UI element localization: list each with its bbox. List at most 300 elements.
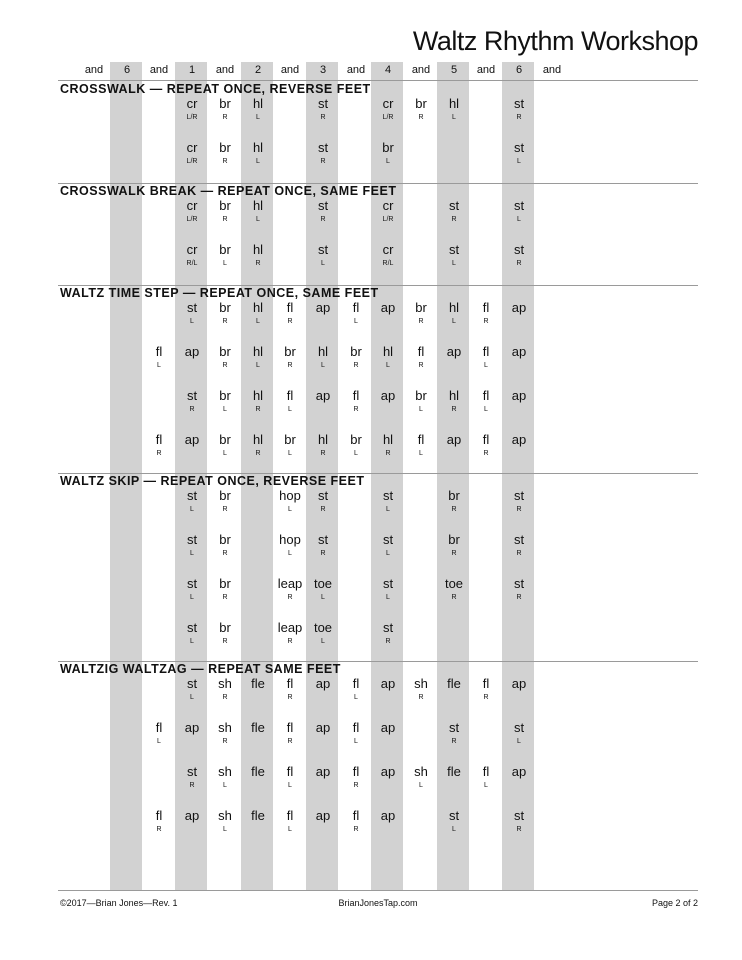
step-cell — [372, 344, 404, 370]
step-abbreviation: st — [513, 96, 525, 111]
step-abbreviation: st — [513, 720, 525, 735]
foot-indicator: R — [222, 638, 228, 645]
step-cell — [438, 532, 470, 558]
step-abbreviation: br — [415, 96, 427, 111]
step-abbreviation: ap — [184, 808, 200, 823]
foot-indicator: L — [223, 450, 227, 457]
step-abbreviation: ap — [380, 300, 396, 315]
foot-indicator: L — [288, 406, 292, 413]
foot-indicator: R — [418, 362, 424, 369]
step-abbreviation: br — [350, 432, 362, 447]
foot-indicator: L/R — [382, 114, 394, 121]
step-abbreviation: fle — [251, 808, 265, 823]
step-abbreviation: br — [382, 140, 394, 155]
step-abbreviation: br — [219, 198, 231, 213]
step-abbreviation: fl — [286, 764, 294, 779]
step-cell — [470, 764, 502, 790]
step-abbreviation: br — [448, 532, 460, 547]
step-abbreviation: ap — [446, 432, 462, 447]
step-cell — [307, 242, 339, 268]
step-cell — [503, 242, 535, 268]
step-cell — [307, 764, 339, 781]
step-cell — [242, 344, 274, 370]
step-abbreviation: br — [219, 300, 231, 315]
step-cell — [307, 344, 339, 370]
foot-indicator: L — [157, 362, 161, 369]
step-cell — [503, 720, 535, 746]
step-cell — [274, 432, 306, 458]
step-abbreviation: cr — [186, 198, 198, 213]
foot-indicator: L — [419, 782, 423, 789]
foot-indicator: L — [452, 114, 456, 121]
foot-indicator: R — [222, 738, 228, 745]
step-cell — [274, 532, 306, 558]
step-abbreviation: cr — [382, 96, 394, 111]
step-cell — [209, 198, 241, 224]
step-cell — [274, 808, 306, 834]
step-cell — [176, 532, 208, 558]
step-cell — [209, 96, 241, 122]
header-divider — [58, 80, 698, 81]
step-cell — [242, 432, 274, 458]
step-abbreviation: ap — [380, 676, 396, 691]
foot-indicator: R — [156, 450, 162, 457]
step-cell — [176, 140, 208, 166]
step-cell — [176, 96, 208, 122]
step-abbreviation: st — [448, 198, 460, 213]
step-abbreviation: ap — [184, 720, 200, 735]
foot-indicator: L — [288, 826, 292, 833]
section-title: WALTZ SKIP — REPEAT ONCE, REVERSE FEET — [60, 474, 365, 488]
step-cell — [372, 388, 404, 405]
step-abbreviation: fle — [251, 720, 265, 735]
step-cell — [340, 764, 372, 790]
step-cell — [242, 388, 274, 414]
step-abbreviation: st — [186, 676, 198, 691]
step-cell — [209, 300, 241, 326]
foot-indicator: R — [516, 260, 522, 267]
step-abbreviation: ap — [380, 808, 396, 823]
step-abbreviation: cr — [382, 242, 394, 257]
step-abbreviation: fl — [286, 388, 294, 403]
foot-indicator: R — [516, 550, 522, 557]
step-cell — [307, 532, 339, 558]
foot-indicator: L — [288, 506, 292, 513]
foot-indicator: L/R — [186, 158, 198, 165]
step-abbreviation: st — [186, 532, 198, 547]
step-abbreviation: br — [219, 140, 231, 155]
foot-indicator: L — [386, 362, 390, 369]
step-abbreviation: fl — [482, 300, 490, 315]
step-cell — [176, 720, 208, 737]
foot-indicator: L — [354, 738, 358, 745]
foot-indicator: R — [451, 406, 457, 413]
foot-indicator: R — [222, 550, 228, 557]
step-abbreviation: hl — [252, 388, 264, 403]
foot-indicator: L — [517, 216, 521, 223]
foot-indicator: R — [516, 114, 522, 121]
step-abbreviation: fle — [447, 676, 461, 691]
step-abbreviation: sh — [218, 676, 232, 691]
step-abbreviation: fl — [352, 388, 360, 403]
step-cell — [274, 720, 306, 746]
step-abbreviation: hop — [279, 532, 301, 547]
step-cell — [176, 242, 208, 268]
step-abbreviation: st — [317, 198, 329, 213]
step-cell — [503, 388, 535, 405]
step-cell — [242, 198, 274, 224]
step-abbreviation: sh — [218, 764, 232, 779]
step-abbreviation: fl — [482, 344, 490, 359]
foot-indicator: L — [517, 738, 521, 745]
step-abbreviation: st — [448, 242, 460, 257]
foot-indicator: R — [287, 362, 293, 369]
step-abbreviation: st — [317, 140, 329, 155]
step-cell — [176, 388, 208, 414]
foot-indicator: R — [222, 318, 228, 325]
step-abbreviation: br — [219, 532, 231, 547]
step-cell — [372, 488, 404, 514]
foot-indicator: R — [320, 506, 326, 513]
step-cell — [405, 300, 437, 326]
step-abbreviation: hl — [252, 432, 264, 447]
step-cell — [503, 576, 535, 602]
step-abbreviation: br — [448, 488, 460, 503]
step-cell — [372, 808, 404, 825]
foot-indicator: R — [222, 158, 228, 165]
foot-indicator: R — [255, 406, 261, 413]
foot-indicator: L — [190, 506, 194, 513]
foot-indicator: L — [190, 694, 194, 701]
foot-indicator: L — [484, 782, 488, 789]
foot-indicator: L — [321, 362, 325, 369]
step-cell — [209, 720, 241, 746]
step-cell — [470, 300, 502, 326]
step-abbreviation: fl — [482, 432, 490, 447]
step-abbreviation: st — [317, 532, 329, 547]
step-cell — [372, 432, 404, 458]
step-cell — [470, 344, 502, 370]
step-abbreviation: fl — [155, 344, 163, 359]
beat-label: and — [542, 64, 562, 76]
step-abbreviation: sh — [414, 764, 428, 779]
foot-indicator: R — [516, 826, 522, 833]
foot-indicator: R — [516, 594, 522, 601]
step-abbreviation: st — [317, 242, 329, 257]
step-cell — [340, 432, 372, 458]
foot-indicator: R — [320, 158, 326, 165]
foot-indicator: R — [516, 506, 522, 513]
step-abbreviation: hl — [252, 96, 264, 111]
step-abbreviation: st — [513, 532, 525, 547]
step-cell — [405, 388, 437, 414]
step-cell — [176, 576, 208, 602]
beat-label: 4 — [384, 64, 392, 76]
step-cell — [438, 576, 470, 602]
foot-indicator: L — [354, 318, 358, 325]
step-abbreviation: hl — [252, 300, 264, 315]
beat-label: and — [215, 64, 235, 76]
step-cell — [438, 300, 470, 326]
step-abbreviation: fl — [417, 432, 425, 447]
foot-indicator: R — [483, 450, 489, 457]
step-cell — [372, 242, 404, 268]
foot-indicator: L — [419, 450, 423, 457]
step-cell — [405, 764, 437, 790]
step-abbreviation: fle — [251, 676, 265, 691]
step-cell — [438, 96, 470, 122]
step-abbreviation: st — [317, 488, 329, 503]
foot-indicator: L — [354, 694, 358, 701]
step-abbreviation: st — [448, 720, 460, 735]
step-abbreviation: sh — [218, 808, 232, 823]
step-cell — [307, 620, 339, 646]
foot-indicator: L — [452, 826, 456, 833]
foot-indicator: R — [222, 594, 228, 601]
step-cell — [503, 532, 535, 558]
step-cell — [470, 676, 502, 702]
step-cell — [274, 344, 306, 370]
foot-indicator: R — [418, 114, 424, 121]
foot-indicator: R — [418, 318, 424, 325]
step-cell — [503, 140, 535, 166]
step-cell — [176, 620, 208, 646]
step-cell — [209, 532, 241, 558]
step-abbreviation: fl — [482, 764, 490, 779]
foot-indicator: L/R — [186, 216, 198, 223]
foot-indicator: R — [287, 638, 293, 645]
step-abbreviation: br — [219, 344, 231, 359]
step-cell — [274, 388, 306, 414]
step-abbreviation: ap — [511, 344, 527, 359]
step-cell — [340, 720, 372, 746]
foot-indicator: L — [190, 594, 194, 601]
step-cell — [274, 764, 306, 790]
foot-indicator: L — [288, 550, 292, 557]
foot-indicator: L — [256, 318, 260, 325]
foot-indicator: R — [222, 114, 228, 121]
step-abbreviation: leap — [277, 620, 303, 635]
step-abbreviation: sh — [218, 720, 232, 735]
step-abbreviation: br — [350, 344, 362, 359]
step-abbreviation: fl — [352, 720, 360, 735]
step-abbreviation: st — [186, 388, 198, 403]
step-cell — [503, 808, 535, 834]
step-abbreviation: ap — [446, 344, 462, 359]
step-abbreviation: hl — [252, 140, 264, 155]
foot-indicator: R — [189, 782, 195, 789]
step-abbreviation: br — [284, 344, 296, 359]
beat-label: 6 — [123, 64, 131, 76]
step-cell — [470, 388, 502, 414]
step-cell — [176, 344, 208, 361]
step-cell — [307, 676, 339, 693]
step-cell — [209, 764, 241, 790]
footer-page-number: Page 2 of 2 — [651, 898, 698, 908]
step-cell — [274, 620, 306, 646]
foot-indicator: L — [484, 362, 488, 369]
step-cell — [340, 388, 372, 414]
step-cell — [209, 620, 241, 646]
foot-indicator: L — [223, 260, 227, 267]
step-abbreviation: ap — [511, 432, 527, 447]
beat-label: and — [84, 64, 104, 76]
section-title: CROSSWALK — REPEAT ONCE, REVERSE FEET — [60, 82, 371, 96]
step-cell — [503, 300, 535, 317]
step-abbreviation: st — [513, 140, 525, 155]
step-cell — [438, 388, 470, 414]
step-cell — [209, 344, 241, 370]
step-cell — [307, 432, 339, 458]
step-cell — [242, 140, 274, 166]
step-cell — [372, 532, 404, 558]
foot-indicator: R — [353, 826, 359, 833]
foot-indicator: R — [156, 826, 162, 833]
foot-indicator: R — [222, 362, 228, 369]
foot-indicator: L — [190, 638, 194, 645]
step-cell — [176, 488, 208, 514]
step-abbreviation: hl — [448, 388, 460, 403]
step-abbreviation: fle — [447, 764, 461, 779]
step-abbreviation: ap — [315, 764, 331, 779]
step-cell — [242, 676, 274, 693]
step-abbreviation: ap — [511, 764, 527, 779]
foot-indicator: R — [320, 450, 326, 457]
step-cell — [209, 432, 241, 458]
step-cell — [307, 300, 339, 317]
step-abbreviation: cr — [382, 198, 394, 213]
step-cell — [176, 808, 208, 825]
step-abbreviation: br — [219, 96, 231, 111]
step-abbreviation: ap — [511, 300, 527, 315]
foot-indicator: R — [320, 114, 326, 121]
step-cell — [143, 344, 175, 370]
step-cell — [405, 432, 437, 458]
step-abbreviation: st — [186, 576, 198, 591]
beat-label: 2 — [254, 64, 262, 76]
foot-indicator: L — [190, 318, 194, 325]
step-abbreviation: sh — [414, 676, 428, 691]
step-cell — [438, 488, 470, 514]
step-cell — [209, 576, 241, 602]
step-cell — [405, 676, 437, 702]
step-abbreviation: st — [186, 764, 198, 779]
foot-indicator: L/R — [186, 114, 198, 121]
step-abbreviation: fl — [352, 764, 360, 779]
step-abbreviation: hl — [317, 344, 329, 359]
foot-indicator: L — [419, 406, 423, 413]
foot-indicator: L — [386, 158, 390, 165]
foot-indicator: R — [418, 694, 424, 701]
foot-indicator: R — [451, 550, 457, 557]
step-abbreviation: hop — [279, 488, 301, 503]
step-cell — [307, 96, 339, 122]
beat-label: 1 — [188, 64, 196, 76]
step-abbreviation: hl — [252, 242, 264, 257]
step-abbreviation: hl — [252, 198, 264, 213]
step-abbreviation: st — [382, 620, 394, 635]
step-cell — [438, 344, 470, 361]
step-cell — [307, 140, 339, 166]
step-abbreviation: st — [317, 96, 329, 111]
step-cell — [372, 576, 404, 602]
step-cell — [176, 676, 208, 702]
step-cell — [438, 432, 470, 449]
footer-copyright: ©2017—Brian Jones—Rev. 1 — [60, 898, 178, 908]
step-abbreviation: cr — [186, 96, 198, 111]
step-abbreviation: st — [513, 242, 525, 257]
step-cell — [470, 432, 502, 458]
foot-indicator: R — [287, 694, 293, 701]
step-abbreviation: br — [219, 432, 231, 447]
section-title: WALTZ TIME STEP — REPEAT ONCE, SAME FEET — [60, 286, 379, 300]
step-cell — [307, 388, 339, 405]
step-cell — [209, 488, 241, 514]
step-cell — [209, 388, 241, 414]
step-cell — [372, 676, 404, 693]
step-abbreviation: br — [415, 300, 427, 315]
step-abbreviation: ap — [380, 764, 396, 779]
step-abbreviation: fl — [286, 300, 294, 315]
step-abbreviation: br — [219, 242, 231, 257]
foot-indicator: R — [255, 450, 261, 457]
foot-indicator: L — [256, 362, 260, 369]
step-cell — [372, 198, 404, 224]
step-abbreviation: hl — [448, 300, 460, 315]
foot-indicator: L — [190, 550, 194, 557]
step-cell — [274, 488, 306, 514]
beat-label: and — [411, 64, 431, 76]
step-cell — [438, 242, 470, 268]
foot-indicator: L — [321, 594, 325, 601]
foot-indicator: R — [189, 406, 195, 413]
step-abbreviation: br — [415, 388, 427, 403]
step-cell — [405, 96, 437, 122]
foot-indicator: L — [354, 450, 358, 457]
step-abbreviation: st — [513, 198, 525, 213]
step-cell — [372, 300, 404, 317]
step-cell — [503, 344, 535, 361]
step-abbreviation: hl — [448, 96, 460, 111]
foot-indicator: L — [223, 826, 227, 833]
step-abbreviation: hl — [252, 344, 264, 359]
footer-website: BrianJonesTap.com — [338, 898, 418, 908]
foot-indicator: R — [222, 216, 228, 223]
footer-divider — [58, 890, 698, 891]
step-cell — [307, 720, 339, 737]
step-abbreviation: br — [219, 488, 231, 503]
step-cell — [143, 432, 175, 458]
page-title: Waltz Rhythm Workshop — [412, 26, 698, 56]
foot-indicator: L — [256, 158, 260, 165]
foot-indicator: R — [320, 550, 326, 557]
step-cell — [503, 198, 535, 224]
step-cell — [143, 808, 175, 834]
step-cell — [372, 620, 404, 646]
foot-indicator: R — [353, 406, 359, 413]
step-cell — [372, 140, 404, 166]
step-abbreviation: ap — [380, 388, 396, 403]
step-abbreviation: br — [284, 432, 296, 447]
step-abbreviation: st — [448, 808, 460, 823]
step-abbreviation: ap — [315, 808, 331, 823]
step-cell — [176, 198, 208, 224]
beat-label: and — [346, 64, 366, 76]
step-abbreviation: st — [382, 576, 394, 591]
step-cell — [372, 720, 404, 737]
step-cell — [209, 676, 241, 702]
section-title: CROSSWALK BREAK — REPEAT ONCE, SAME FEET — [60, 184, 397, 198]
